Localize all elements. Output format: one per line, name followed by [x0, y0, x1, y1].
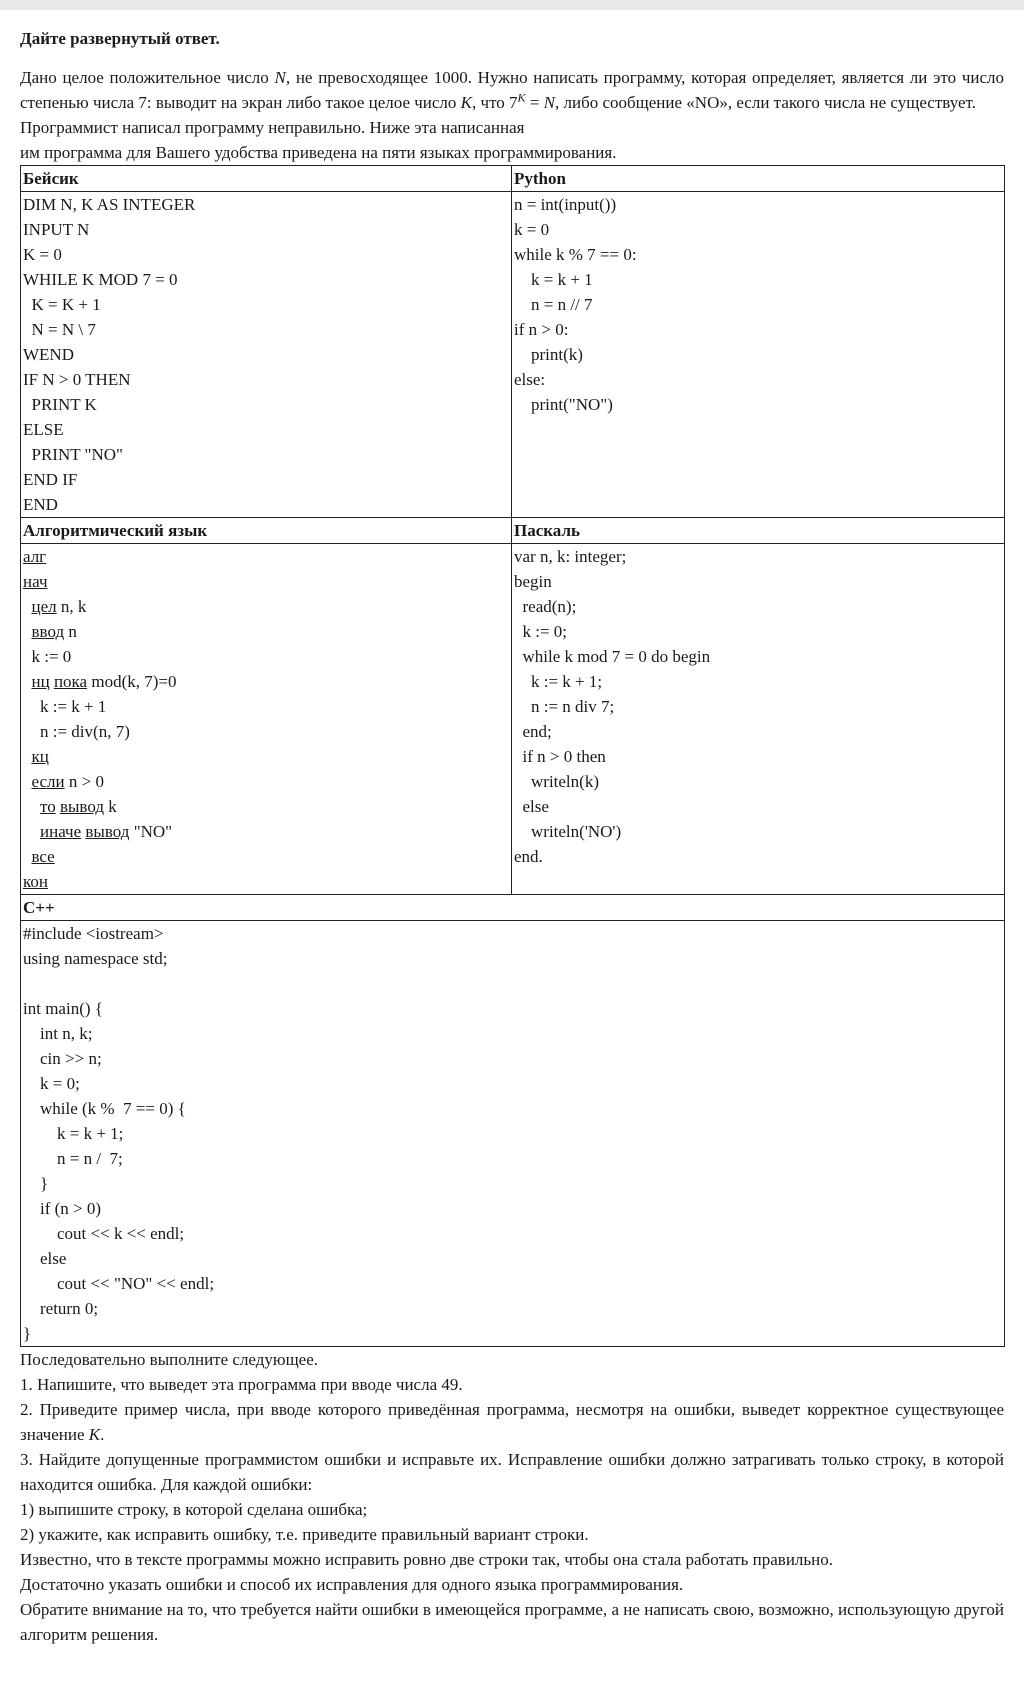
code-line: WEND — [23, 345, 74, 364]
code-line: k = 0 — [514, 220, 550, 239]
code-line — [23, 844, 509, 869]
code-line: n = n / 7; — [23, 1149, 123, 1168]
task-intro — [20, 65, 1004, 115]
note-one-language: Достаточно указать ошибки и способ их исправления для одного языка программирования. — [20, 1575, 684, 1594]
code-line: DIM N, K AS INTEGER — [23, 195, 196, 214]
code-line — [23, 569, 509, 594]
question-2-text: 2. Приведите пример числа, при вводе которого приведённая программа, несмотря на ошибки, выведет корректное существующее значение — [20, 1400, 1004, 1444]
code-text: k — [104, 797, 117, 816]
sup-k: K — [517, 90, 526, 105]
code-text: n — [64, 622, 77, 641]
code-line: else — [23, 1249, 67, 1268]
code-line: WHILE K MOD 7 = 0 — [23, 270, 178, 289]
code-line: if n > 0 then — [514, 747, 606, 766]
code-line: end. — [514, 847, 543, 866]
keyword: то — [40, 797, 56, 816]
code-line: begin — [514, 572, 552, 591]
keyword: кон — [23, 872, 48, 891]
code-line: N = N \ 7 — [23, 320, 96, 339]
code-text: n, k — [56, 597, 87, 616]
cpp-title: C++ — [21, 895, 1005, 921]
code-line: cout << "NO" << endl; — [23, 1274, 215, 1293]
question-2-end: . — [100, 1425, 105, 1444]
var-n-2: N — [543, 93, 555, 112]
code-line — [23, 544, 509, 569]
cpp-code — [21, 921, 1005, 1347]
code-line — [23, 694, 509, 719]
code-line — [23, 819, 509, 844]
code-line: k = 0; — [23, 1074, 80, 1093]
code-line: k := 0; — [514, 622, 568, 641]
keyword: если — [31, 772, 65, 791]
keyword: вывод — [85, 822, 130, 841]
code-line: cout << k << endl; — [23, 1224, 185, 1243]
code-text: n > 0 — [64, 772, 104, 791]
var-k: K — [460, 93, 473, 112]
intro-text-4: = — [525, 93, 544, 112]
keyword: алг — [23, 547, 47, 566]
python-code — [512, 192, 1005, 518]
keyword: вывод — [59, 797, 104, 816]
intro-text-3: , что 7 — [472, 93, 518, 112]
code-line — [23, 971, 1002, 996]
basic-title: Бейсик — [21, 166, 512, 192]
keyword: цел — [31, 597, 57, 616]
code-line: cin >> n; — [23, 1049, 102, 1068]
code-line: writeln('NO') — [514, 822, 622, 841]
intro-text-2: , не превосходящее 1000. Нужно написать программу, которая определяет, является ли это число степенью числа 7: выводит на экран либо такое целое число — [20, 68, 1004, 112]
intro-text-1: Дано целое положительное число — [20, 68, 269, 87]
code-text: "NO" — [129, 822, 173, 841]
code-line: K = 0 — [23, 245, 62, 264]
code-line: int n, k; — [23, 1024, 93, 1043]
task-heading: Дайте развернутый ответ. — [20, 29, 220, 48]
code-line — [23, 769, 509, 794]
code-line — [23, 794, 509, 819]
code-line: using namespace std; — [23, 949, 168, 968]
keyword: кц — [31, 747, 49, 766]
pre-table-line-2: им программа для Вашего удобства приведена на пяти языках программирования. — [20, 143, 617, 162]
code-line: } — [23, 1324, 32, 1343]
code-line: int main() { — [23, 999, 103, 1018]
code-line — [23, 594, 509, 619]
code-text: mod(k, 7)=0 — [87, 672, 177, 691]
code-line: END IF — [23, 470, 78, 489]
top-bar — [0, 0, 1024, 10]
code-line: IF N > 0 THEN — [23, 370, 131, 389]
var-n: N — [274, 68, 286, 87]
code-line — [23, 669, 509, 694]
question-2 — [20, 1397, 1004, 1447]
code-line: else: — [514, 370, 546, 389]
algo-code — [21, 544, 512, 895]
code-line — [23, 619, 509, 644]
code-line: } — [23, 1174, 49, 1193]
code-line: var n, k: integer; — [514, 547, 627, 566]
task-content — [20, 26, 1004, 1647]
code-line: K = K + 1 — [23, 295, 101, 314]
code-line: n = n // 7 — [514, 295, 593, 314]
code-text: n := div(n, 7) — [40, 722, 130, 741]
code-line: if (n > 0) — [23, 1199, 102, 1218]
code-line: while k % 7 == 0: — [514, 245, 637, 264]
code-line: k = k + 1; — [23, 1124, 124, 1143]
code-line: k = k + 1 — [514, 270, 593, 289]
algo-title: Алгоритмический язык — [21, 518, 512, 544]
code-line — [23, 644, 509, 669]
intro-text-5: , либо сообщение «NO», если такого числа не существует. — [554, 93, 976, 112]
python-title: Python — [512, 166, 1005, 192]
code-line: if n > 0: — [514, 320, 569, 339]
keyword: нач — [23, 572, 48, 591]
instructions-intro: Последовательно выполните следующее. — [20, 1350, 319, 1369]
question-3-step-2: 2) укажите, как исправить ошибку, т.е. приведите правильный вариант строки. — [20, 1525, 589, 1544]
keyword: иначе — [40, 822, 82, 841]
basic-code — [21, 192, 512, 518]
code-line: #include <iostream> — [23, 924, 164, 943]
note-two-lines: Известно, что в тексте программы можно исправить ровно две строки так, чтобы она стала работать правильно. — [20, 1550, 833, 1569]
code-line: PRINT "NO" — [23, 445, 123, 464]
code-table — [20, 165, 1005, 1347]
question-1: 1. Напишите, что выведет эта программа при вводе числа 49. — [20, 1375, 463, 1394]
code-line: read(n); — [514, 597, 577, 616]
keyword: все — [31, 847, 55, 866]
code-line: writeln(k) — [514, 772, 599, 791]
keyword: нц — [31, 672, 50, 691]
code-line: k := k + 1; — [514, 672, 603, 691]
code-line: while (k % 7 == 0) { — [23, 1099, 186, 1118]
code-text: k := k + 1 — [40, 697, 107, 716]
pascal-title: Паскаль — [512, 518, 1005, 544]
code-line: while k mod 7 = 0 do begin — [514, 647, 711, 666]
code-line: end; — [514, 722, 552, 741]
code-line — [23, 744, 509, 769]
keyword: пока — [53, 672, 88, 691]
code-line: print("NO") — [514, 395, 613, 414]
pascal-code — [512, 544, 1005, 895]
code-line: return 0; — [23, 1299, 99, 1318]
pre-table-line-1: Программист написал программу неправильно. Ниже эта написанная — [20, 118, 525, 137]
var-k: K — [88, 1425, 101, 1444]
code-line — [23, 719, 509, 744]
code-text: k := 0 — [31, 647, 72, 666]
note-attention: Обратите внимание на то, что требуется найти ошибки в имеющейся программе, а не написать свою, возможно, использующую другой алгоритм решения. — [20, 1600, 1004, 1644]
code-line: else — [514, 797, 549, 816]
question-3-step-1: 1) выпишите строку, в которой сделана ошибка; — [20, 1500, 368, 1519]
code-line: n = int(input()) — [514, 195, 617, 214]
code-line: n := n div 7; — [514, 697, 615, 716]
code-line: INPUT N — [23, 220, 90, 239]
code-line: print(k) — [514, 345, 583, 364]
keyword: ввод — [31, 622, 65, 641]
code-line: ELSE — [23, 420, 64, 439]
code-line: END — [23, 495, 58, 514]
code-line: PRINT K — [23, 395, 97, 414]
question-3: 3. Найдите допущенные программистом ошибки и исправьте их. Исправление ошибки должно затрагивать только строку, в которой находится ошибка. Для каждой ошибки: — [20, 1450, 1004, 1494]
code-line — [23, 869, 509, 894]
